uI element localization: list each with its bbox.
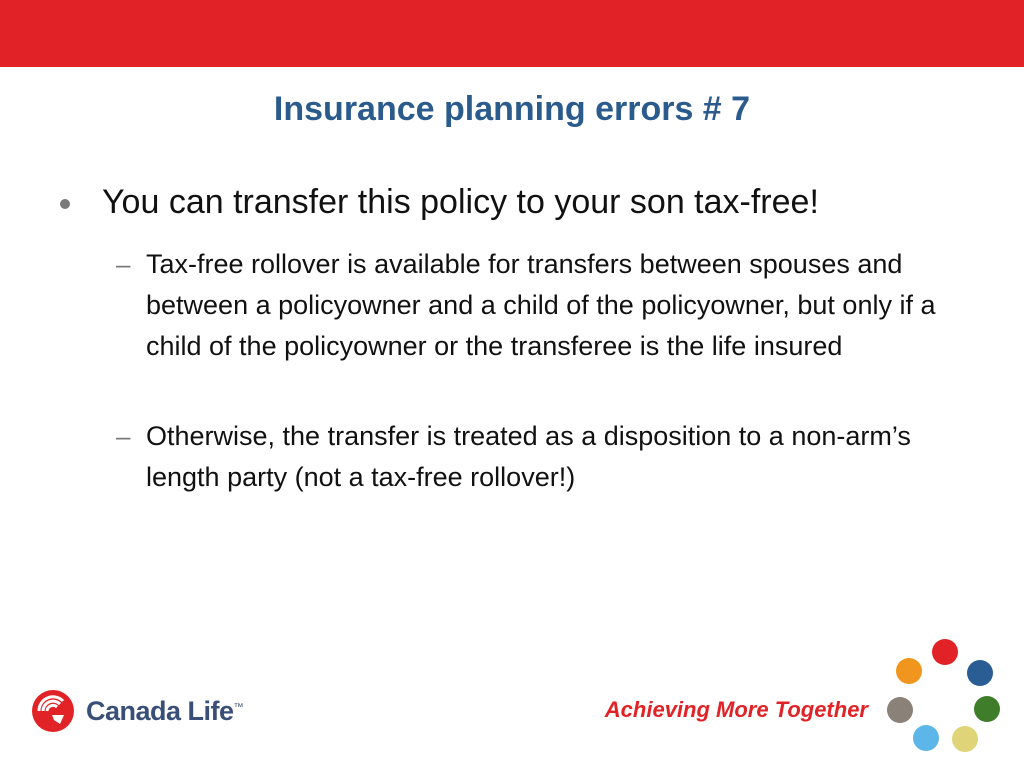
sub-bullet-2-text: Otherwise, the transfer is treated as a disposition to a non-arm’s length party (not a tax-free rollover!) xyxy=(146,421,911,492)
logo-text: Canada Life™ xyxy=(86,696,244,726)
canada-life-emblem-icon xyxy=(30,688,76,734)
dot-red xyxy=(932,639,958,665)
dash-icon: – xyxy=(116,249,131,279)
sub-bullet-1-text: Tax-free rollover is available for transfers between spouses and between a policyowner and a child of the policyowner, but only if a child of the policyowner or the transferee is the life insured xyxy=(146,249,936,361)
bullet-dot-icon xyxy=(60,199,70,209)
tagline: Achieving More Together xyxy=(604,697,868,722)
top-red-bar xyxy=(0,0,1024,67)
slide-title: Insurance planning errors # 7 xyxy=(273,90,751,128)
dash-icon: – xyxy=(116,421,131,451)
dot-yellow xyxy=(952,726,978,752)
dot-green xyxy=(974,696,1000,722)
dot-blue xyxy=(967,660,993,686)
dot-light-blue xyxy=(913,725,939,751)
main-bullet-text: You can transfer this policy to your son tax-free! xyxy=(102,183,819,221)
dot-orange xyxy=(896,658,922,684)
decorative-dots xyxy=(878,630,1024,768)
dot-gray xyxy=(887,697,913,723)
